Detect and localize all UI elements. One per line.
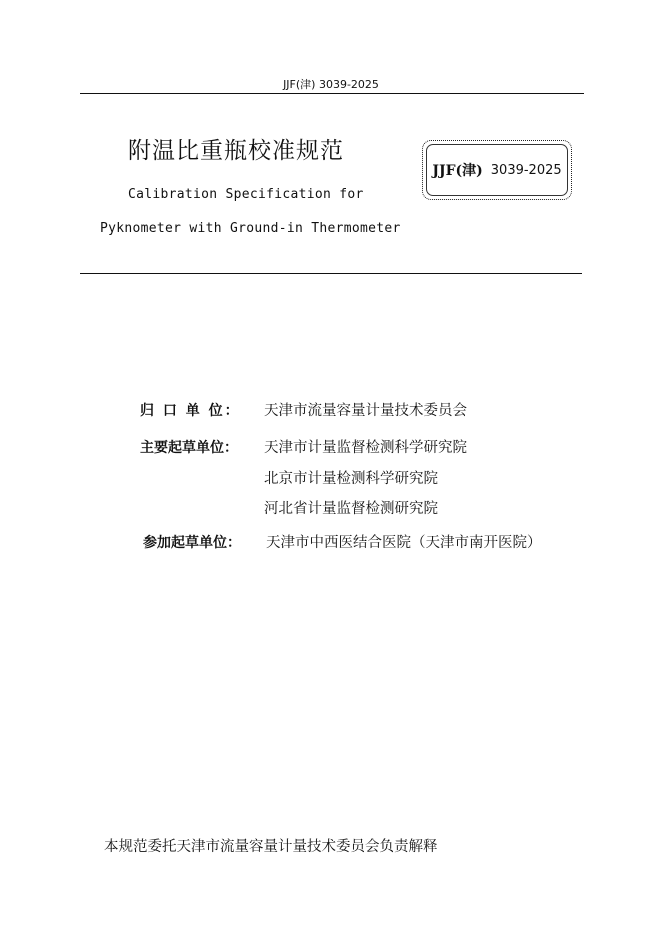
drafting-unit: 天津市计量监督检测科学研究院 (264, 440, 467, 456)
drafting-unit: 北京市计量检测科学研究院 (264, 471, 438, 487)
drafting-unit: 河北省计量监督检测研究院 (264, 501, 438, 517)
code-number: 3039-2025 (490, 162, 562, 178)
drafting-unit-label: 主要起草单位： (140, 440, 238, 456)
title-english-line1: Calibration Specification for (128, 187, 364, 202)
running-header: JJF(津) 3039-2025 (283, 78, 379, 91)
title-chinese: 附温比重瓶校准规范 (128, 138, 344, 164)
title-rule (80, 273, 582, 274)
header-rule (80, 93, 584, 94)
interpretation-note: 本规范委托天津市流量容量计量技术委员会负责解释 (104, 839, 438, 855)
participating-unit: 天津市中西医结合医院（天津市南开医院） (266, 535, 542, 551)
responsible-unit-label: 归 口 单 位： (140, 403, 241, 419)
title-english-line2: Pyknometer with Ground-in Thermometer (100, 221, 401, 236)
participating-unit-label: 参加起草单位： (143, 535, 241, 551)
code-prefix: JJF(津) (432, 163, 483, 179)
specification-code-box (422, 140, 572, 200)
responsible-unit: 天津市流量容量计量技术委员会 (264, 403, 467, 419)
